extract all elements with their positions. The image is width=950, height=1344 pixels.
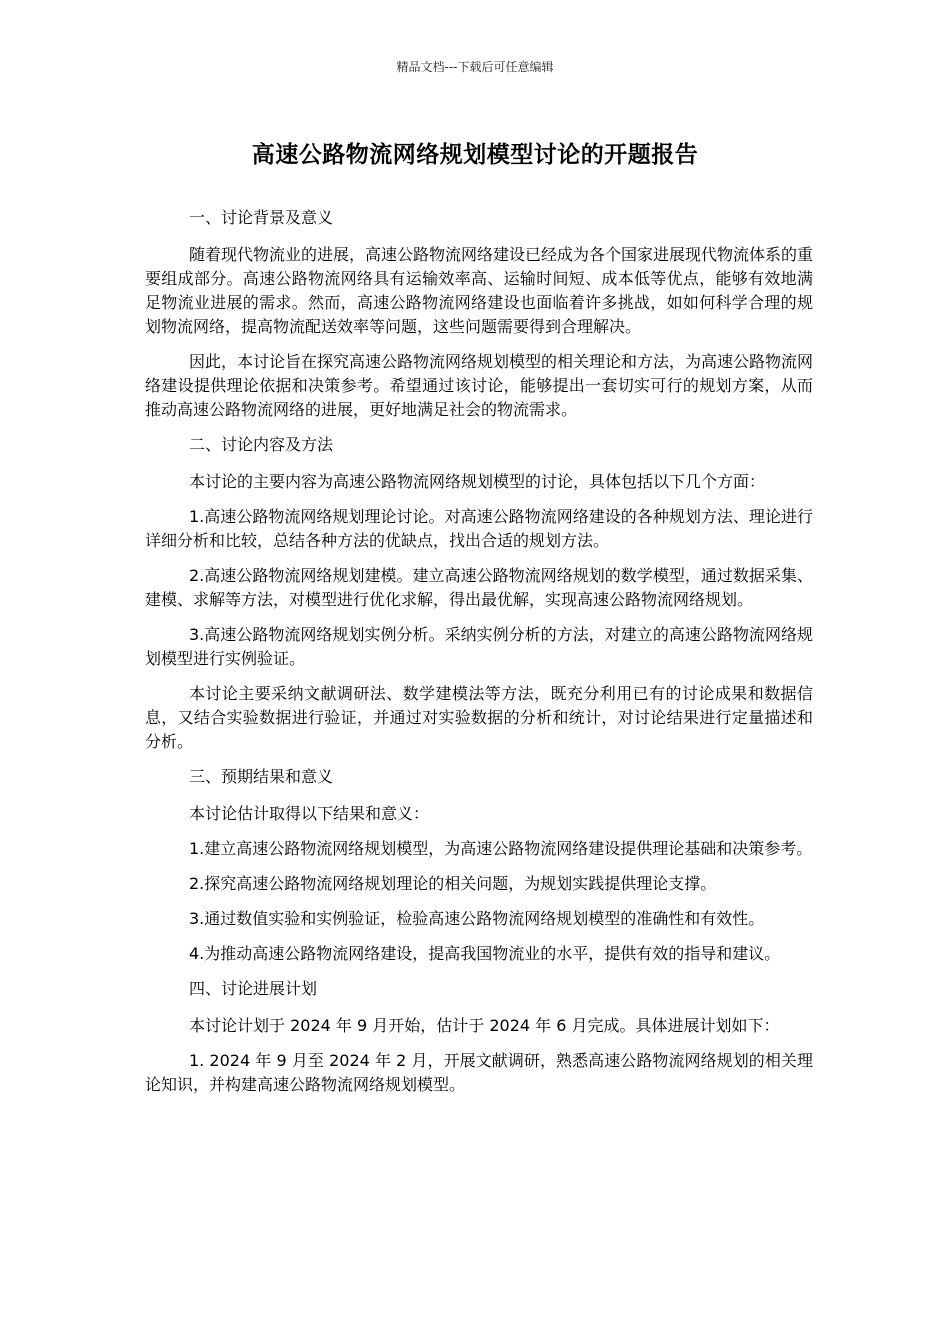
section-heading-content: 二、讨论内容及方法 [189,435,334,454]
list-item: 1. 2024 年 9 月至 2024 年 2 月，开展文献调研，熟悉高速公路物流网络规划的相关理论知识，并构建高速公路物流网络规划模型。 [145,1051,813,1094]
list-item: 1.高速公路物流网络规划理论讨论。对高速公路物流网络建设的各种规划方法、理论进行详细分析和比较，总结各种方法的优缺点，找出合适的规划方法。 [145,507,813,550]
paragraph: 本讨论的主要内容为高速公路物流网络规划模型的讨论，具体包括以下几个方面： [189,472,766,491]
section-heading-results: 三、预期结果和意义 [189,767,334,786]
paragraph: 因此，本讨论旨在探究高速公路物流网络规划模型的相关理论和方法，为高速公路物流网络建设提供理论依据和决策参考。希望通过该讨论，能够提出一套切实可行的规划方案，从而推动高速公路物流网络的进展，更好地满足社会的物流需求。 [145,352,814,419]
page-header: 精品文档---下载后可任意编辑 [396,60,554,74]
list-item: 4.为推动高速公路物流网络建设，提高我国物流业的水平，提供有效的指导和建议。 [189,944,781,963]
list-item: 3.通过数值实验和实例验证，检验高速公路物流网络规划模型的准确性和有效性。 [189,909,765,928]
document-body [145,206,813,1108]
section-heading-schedule: 四、讨论进展计划 [189,979,318,998]
paragraph: 本讨论估计取得以下结果和意义： [189,804,430,823]
paragraph: 本讨论主要采纳文献调研法、数学建模法等方法，既充分利用已有的讨论成果和数据信息，又结合实验数据进行验证，并通过对实验数据的分析和统计，对讨论结果进行定量描述和分析。 [145,684,813,751]
document-title: 高速公路物流网络规划模型讨论的开题报告 [251,142,699,168]
paragraph: 本讨论计划于 2024 年 9 月开始，估计于 2024 年 6 月完成。具体进展计划如下： [189,1016,780,1035]
section-heading-background: 一、讨论背景及意义 [189,208,334,227]
list-item: 1.建立高速公路物流网络规划模型，为高速公路物流网络建设提供理论基础和决策参考。 [189,839,813,858]
paragraph: 随着现代物流业的进展，高速公路物流网络建设已经成为各个国家进展现代物流体系的重要组成部分。高速公路物流网络具有运输效率高、运输时间短、成本低等优点，能够有效地满足物流业进展的需求。然而，高速公路物流网络建设也面临着许多挑战，如如何科学合理的规划物流网络，提高物流配送效率等问题，这些问题需要得到合理解决。 [145,245,814,336]
list-item: 2.高速公路物流网络规划建模。建立高速公路物流网络规划的数学模型，通过数据采集、建模、求解等方法，对模型进行优化求解，得出最优解，实现高速公路物流网络规划。 [145,566,813,609]
list-item: 3.高速公路物流网络规划实例分析。采纳实例分析的方法，对建立的高速公路物流网络规划模型进行实例验证。 [145,625,813,668]
list-item: 2.探究高速公路物流网络规划理论的相关问题，为规划实践提供理论支撑。 [189,874,717,893]
